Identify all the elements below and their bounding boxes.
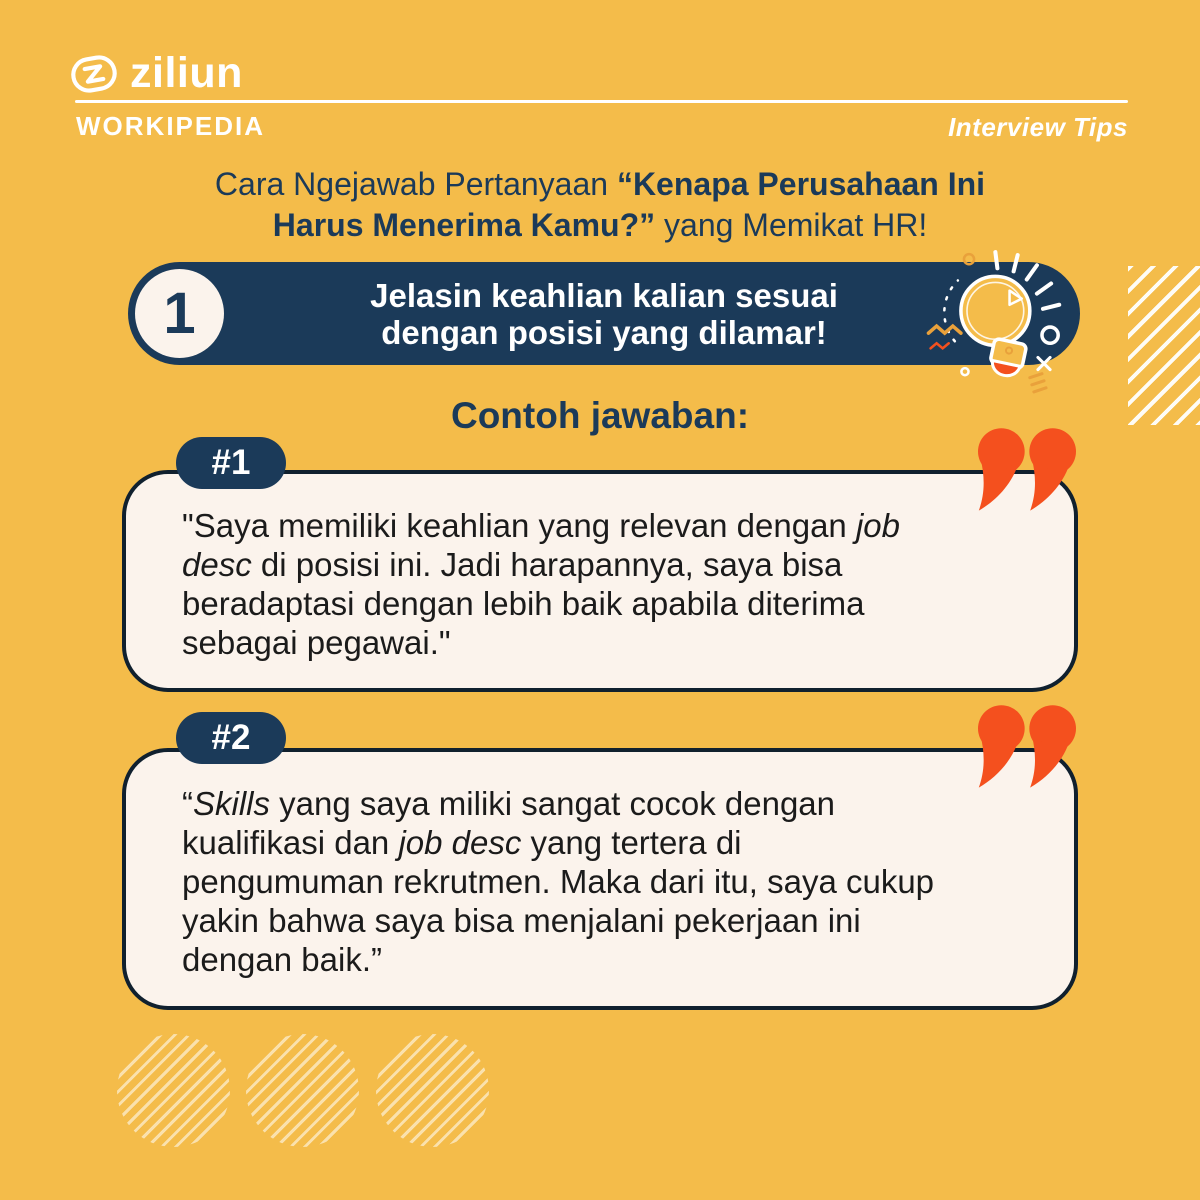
striped-circle-decoration bbox=[246, 1034, 359, 1147]
quote-icon bbox=[978, 428, 1076, 514]
ziliun-logo bbox=[70, 49, 243, 97]
section-heading: Contoh jawaban: bbox=[450, 395, 750, 436]
quote-card-2 bbox=[122, 748, 1078, 1010]
tip-banner bbox=[128, 262, 1080, 365]
workipedia-label: WORKIPEDIA bbox=[76, 111, 265, 141]
quote-icon bbox=[978, 705, 1076, 791]
quote-card-2-tab: #2 bbox=[176, 712, 286, 764]
poster-title: Cara Ngejawab Pertanyaan “Kenapa Perusahaan Ini Harus Menerima Kamu?” yang Memikat HR! bbox=[214, 166, 986, 243]
brand-name: ziliun bbox=[130, 49, 243, 97]
striped-circle-decoration bbox=[376, 1034, 489, 1147]
header-divider bbox=[75, 100, 1128, 103]
quote-card-1 bbox=[122, 470, 1078, 692]
quote-card-2-text: “Skills yang saya miliki sangat cocok dengan kualifikasi dan job desc yang tertera di pengumuman rekrutmen. Maka dari itu, saya cukup yakin bahwa saya bisa menjalani pekerjaan ini dengan baik.” bbox=[182, 785, 935, 978]
interview-tips-label: Interview Tips bbox=[948, 112, 1128, 142]
ziliun-logo-icon bbox=[70, 53, 118, 95]
quote-card-1-tab: #1 bbox=[176, 437, 286, 489]
lightbulb-icon bbox=[923, 246, 1088, 398]
quote-card-1-text: "Saya memiliki keahlian yang relevan dengan job desc di posisi ini. Jadi harapannya, saya bisa beradaptasi dengan lebih baik apabila diterima sebagai pegawai." bbox=[182, 507, 900, 661]
tip-text: Jelasin keahlian kalian sesuai dengan posisi yang dilamar! bbox=[370, 276, 838, 351]
striped-circle-decoration bbox=[117, 1034, 230, 1147]
tip-number-badge: 1 bbox=[135, 269, 224, 358]
